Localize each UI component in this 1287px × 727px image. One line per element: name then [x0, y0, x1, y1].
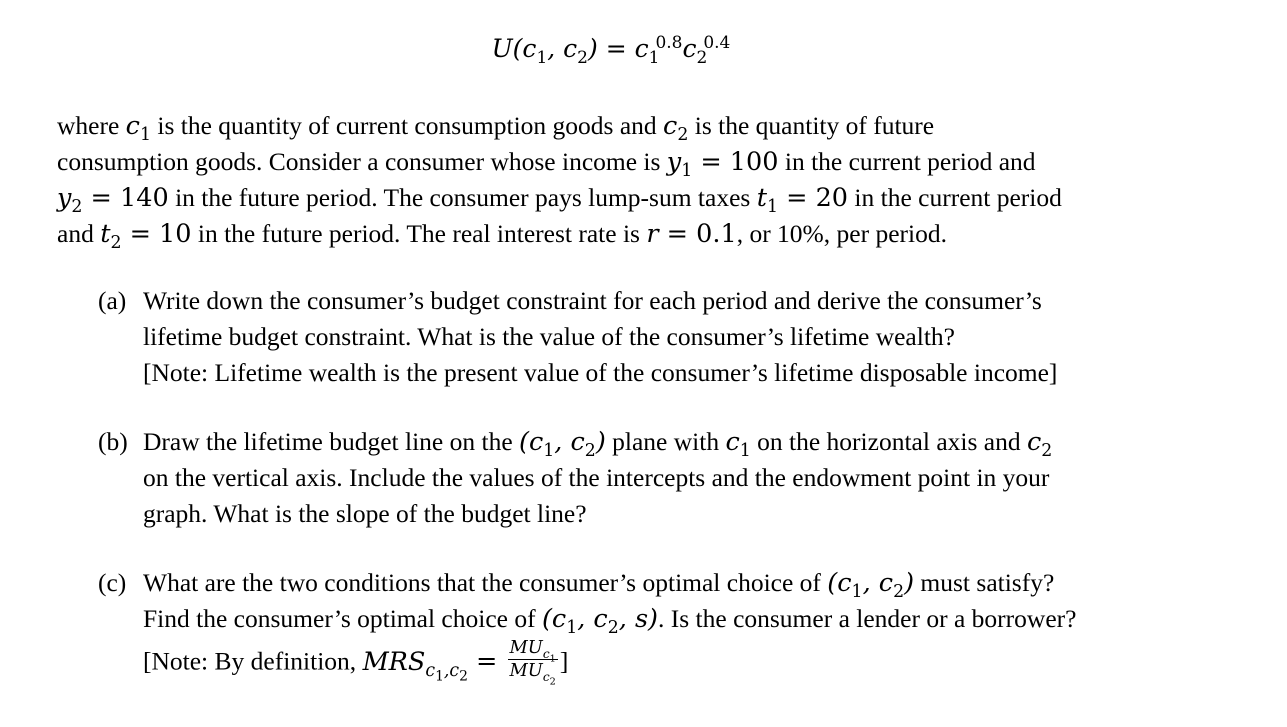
- question-b: [98, 424, 1248, 532]
- intro-line-3: $y_2 = 140$ in the future period. The consumer pays lump-sum taxes $t_1 = 20$ in the current period: [57, 183, 1062, 218]
- intro-line-2: consumption goods. Consider a consumer whose income is $y_1 = 100$ in the current period and: [57, 147, 1036, 182]
- question-c-line-2: Find the consumer’s optimal choice of ($c_1$, $c_2$, s). Is the consumer a lender or a borrower?: [143, 604, 1077, 639]
- intro-line-1: where $c_1$ is the quantity of current consumption goods and $c_2$ is the quantity of future: [57, 111, 935, 146]
- question-c-label: (c): [98, 568, 127, 597]
- question-c-line-1: What are the two conditions that the consumer’s optimal choice of ($c_1$, $c_2$) must satisfy?: [143, 568, 1055, 603]
- utility-function: $U(c_1$, $c_2) = c_1^{0.8}c_2^{0.4}$: [491, 32, 731, 68]
- question-a-line-1: Write down the consumer’s budget constraint for each period and derive the consumer’s: [143, 286, 1042, 315]
- question-a-line-3: [Note: Lifetime wealth is the present value of the consumer’s lifetime disposable income]: [143, 358, 1058, 387]
- question-b-line-3: graph. What is the slope of the budget line?: [143, 499, 587, 528]
- question-a-label: (a): [98, 286, 127, 315]
- intro-line-4: and $t_2 = 10$ in the future period. The real interest rate is r = 0.1, or 10%, per period.: [57, 219, 948, 254]
- question-c: [98, 565, 1248, 687]
- question-a: [98, 283, 1248, 391]
- intro-paragraph: [57, 108, 1227, 252]
- question-b-line-1: Draw the lifetime budget line on the ($c_1$, $c_2$) plane with $c_1$ on the horizontal axis and $c_2$: [143, 427, 1053, 462]
- question-b-label: (b): [98, 427, 128, 456]
- question-c-line-3: [Note: By definition, $MRS_{c_1,c_2}$ = $\frac{MU_{c_1}}{MU_{c_2}}$ ]: [143, 637, 569, 688]
- mu-fraction: $\frac{MU_{c_1}}{MU_{c_2}}$: [509, 637, 556, 688]
- question-a-line-2: lifetime budget constraint. What is the value of the consumer’s lifetime wealth?: [143, 322, 955, 351]
- question-b-line-2: on the vertical axis. Include the values of the intercepts and the endowment point in your: [143, 463, 1050, 492]
